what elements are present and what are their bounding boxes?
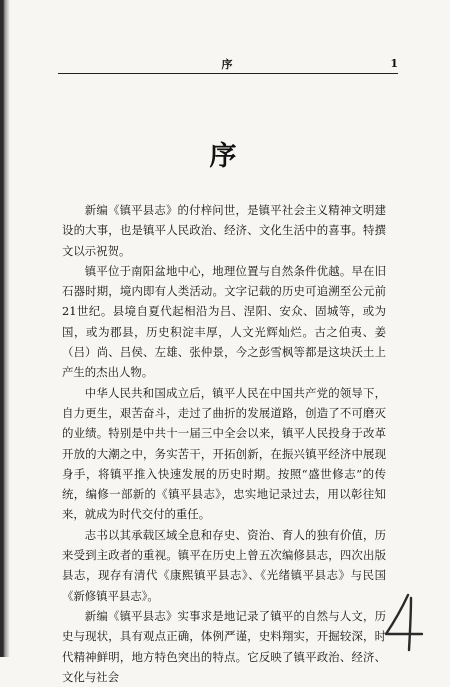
paragraph-1: 新编《镇平县志》的付梓问世，是镇平社会主义精神文明建设的大事，也是镇平人民政治、经济、文化生活中的喜事。特撰文以示祝贺。 (62, 203, 386, 258)
paragraph-5: 新编《镇平县志》实事求是地记录了镇平的自然与人文，历史与现状，具有观点正确，体例严谨，史料翔实，开掘较深，时代精神鲜明，地方特色突出的特点。它反映了镇平政治、经济、文化与社会 (62, 608, 386, 684)
scan-shadow-edge (0, 0, 10, 657)
paragraph-3: 中华人民共和国成立后，镇平人民在中国共产党的领导下，自力更生，艰苦奋斗，走过了曲折的发展道路，创造了不可磨灭的业绩。特别是中共十一届三中全会以来，镇平人民投身于改革开放的大潮之中，务实苦干，开拓创新，在振兴镇平经济中展现身手，将镇平推入快速发展的历史时期。按照“盛世修志”的传统，编修一部新的《镇平县志》，忠实地记录过去，用以彰往知来，就成为时代交付的重任。 (62, 385, 386, 522)
running-title: 序 (221, 58, 235, 71)
page-number: 1 (390, 57, 398, 70)
running-header (58, 52, 398, 74)
paragraph-2: 镇平位于南阳盆地中心，地理位置与自然条件优越。早在旧石器时期，境内即有人类活动。文字记载的历史可追溯至公元前21世纪。县境自夏代起相沿为吕、涅阳、安众、固城等，或为国，或为郡县，历史积淀丰厚，人文光辉灿烂。古之伯夷、姜（吕）尚、吕侯、左雄、张仲景，今之彭雪枫等都是这块沃土上产生的杰出人物。 (62, 263, 386, 380)
paragraph-4: 志书以其承载区域全息和存史、资治、育人的独有价值，历来受到主政者的重视。镇平在历史上曾五次编修县志，四次出版县志，现存有清代《康熙镇平县志》、《光绪镇平县志》与民国《新修镇平县志》。 (62, 527, 386, 603)
header-rule (58, 73, 398, 74)
body-text (62, 200, 386, 687)
handwritten-number-mark (378, 592, 434, 652)
page-title: 序 (209, 141, 241, 172)
